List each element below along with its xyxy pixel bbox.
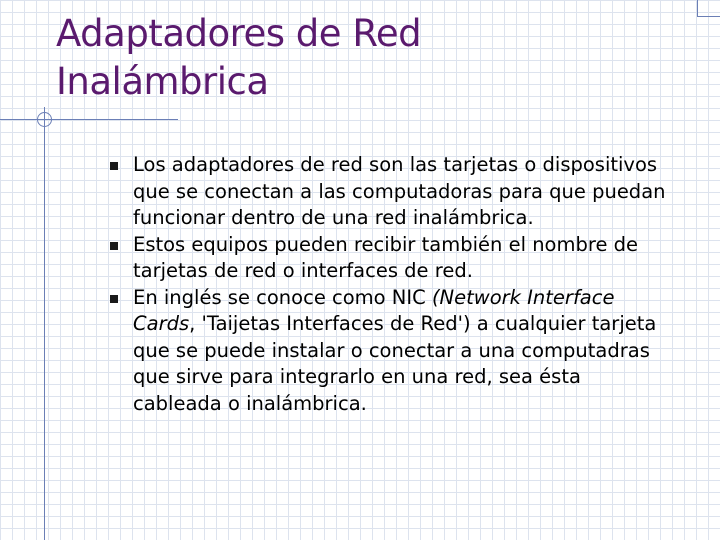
- decorative-corner-vertical-line: [697, 0, 698, 16]
- square-bullet-icon: [110, 295, 118, 303]
- bullet-text-prefix: En inglés se conoce como NIC: [133, 285, 432, 309]
- bullet-text: Los adaptadores de red son las tarjetas o dispositivos que se conectan a las computadoras para que puedan funcionar dentro de una red inalámbrica.: [133, 153, 666, 229]
- bullet-item: [0, 285, 720, 418]
- decorative-circle: [37, 112, 52, 127]
- bullet-item: [0, 152, 720, 232]
- decorative-horizontal-line: [0, 119, 178, 120]
- bullet-text-italic: (Network Interface Cards: [133, 285, 615, 335]
- bullet-list: [0, 152, 720, 417]
- decorative-corner-horizontal-line: [697, 16, 720, 17]
- slide-title: [56, 10, 656, 106]
- square-bullet-icon: [110, 162, 118, 170]
- square-bullet-icon: [110, 242, 118, 250]
- bullet-text: Estos equipos pueden recibir también el nombre de tarjetas de red o interfaces de red.: [133, 232, 639, 282]
- bullet-text-suffix: , 'Taijetas Interfaces de Red') a cualquier tarjeta que se puede instalar o conectar a una computadras que sirve para integrarlo en una red, sea ésta cableada o inalámbrica.: [133, 312, 657, 415]
- bullet-item: [0, 232, 720, 285]
- slide-title-line-1: Adaptadores de Red: [56, 12, 422, 55]
- slide-title-line-2: Inalámbrica: [56, 60, 269, 103]
